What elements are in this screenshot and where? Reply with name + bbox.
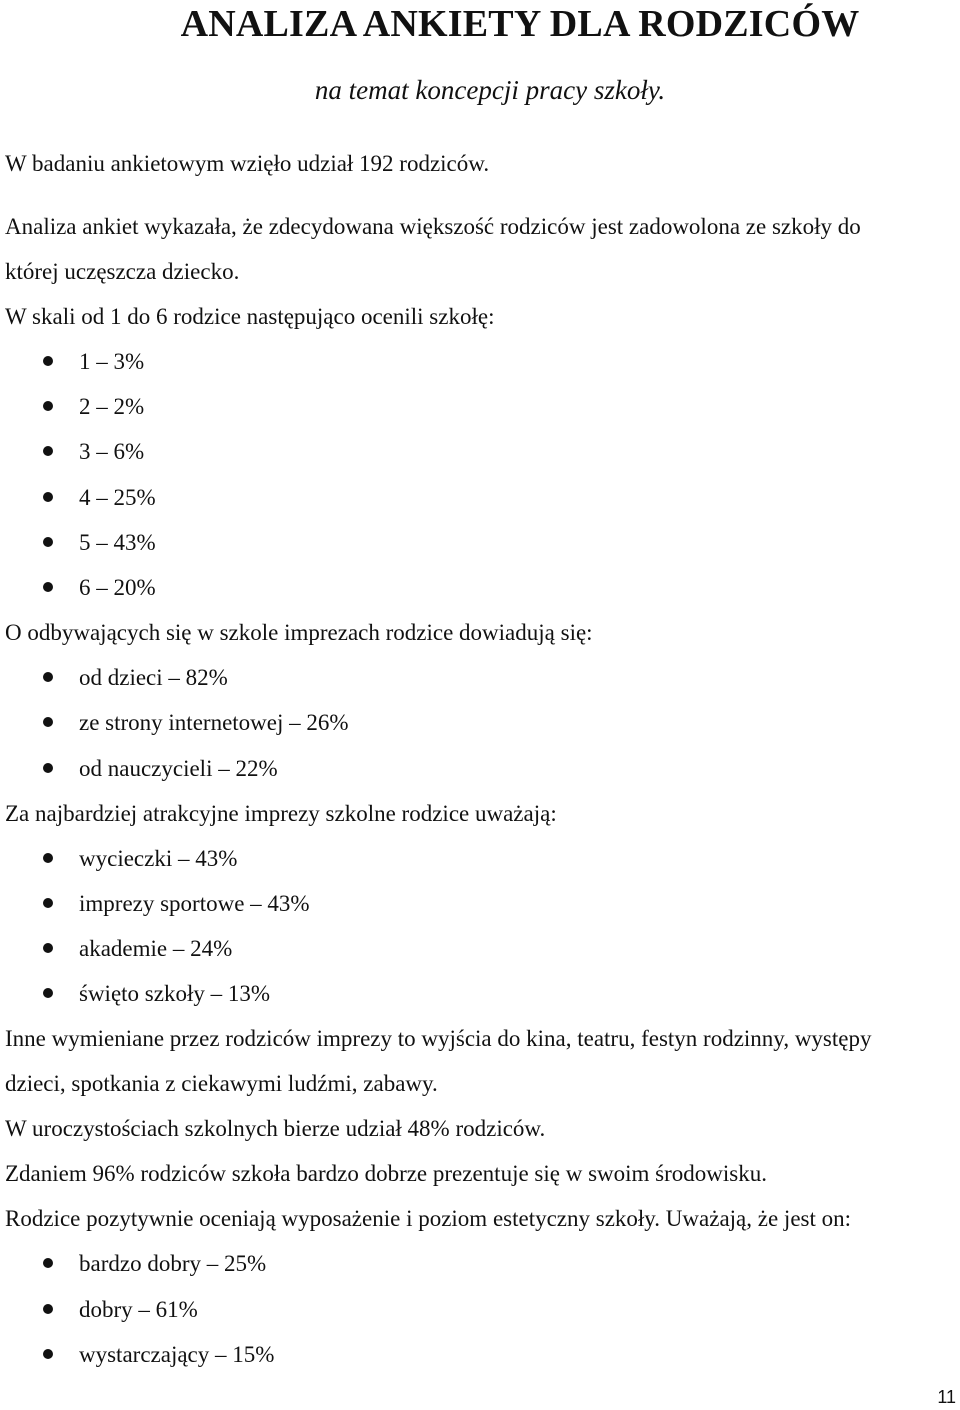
bullet-icon	[43, 898, 53, 908]
bullet-icon	[43, 853, 53, 863]
list-item	[5, 475, 955, 520]
bullet-icon	[43, 763, 53, 773]
list-item	[5, 339, 955, 384]
bullet-icon	[43, 446, 53, 456]
list-item-label: 5 – 43%	[79, 529, 156, 555]
attractive-events-list	[5, 836, 955, 1017]
attractive-events-heading: Za najbardziej atrakcyjne imprezy szkolne rodzice uważają:	[5, 800, 557, 826]
rating-list	[5, 339, 955, 610]
list-item-label: 4 – 25%	[79, 484, 156, 510]
list-item-label: 6 – 20%	[79, 574, 156, 600]
list-item-label: 1 – 3%	[79, 349, 145, 374]
bullet-icon	[43, 537, 53, 547]
list-item	[5, 1287, 955, 1332]
page-title: ANALIZA ANKIETY DLA RODZICÓW	[180, 3, 860, 45]
info-sources-list	[5, 655, 955, 791]
participation-paragraph: W uroczystościach szkolnych bierze udział 48% rodziców.	[5, 1116, 546, 1142]
presentation-paragraph: Zdaniem 96% rodziców szkoła bardzo dobrze prezentuje się w swoim środowisku.	[5, 1161, 767, 1187]
list-item	[5, 700, 955, 745]
list-item-label: akademie – 24%	[79, 936, 233, 962]
list-item	[5, 1241, 955, 1286]
bullet-icon	[43, 672, 53, 682]
list-item	[5, 836, 955, 881]
bullet-icon	[43, 1258, 53, 1268]
bullet-icon	[43, 988, 53, 998]
document-body	[5, 141, 955, 1377]
list-item-label: bardzo dobry – 25%	[79, 1251, 267, 1277]
list-item	[5, 881, 955, 926]
analysis-paragraph-line-2: której uczęszcza dziecko.	[5, 259, 240, 284]
list-item-label: ze strony internetowej – 26%	[79, 710, 349, 736]
list-item	[5, 429, 955, 474]
list-item	[5, 746, 955, 791]
list-item-label: wystarczający – 15%	[79, 1341, 275, 1367]
list-item-label: 2 – 2%	[79, 394, 145, 420]
list-item	[5, 971, 955, 1016]
list-item-label: imprezy sportowe – 43%	[79, 890, 310, 916]
list-item-label: od dzieci – 82%	[79, 665, 228, 691]
bullet-icon	[43, 492, 53, 502]
other-events-line-2: dzieci, spotkania z ciekawymi ludźmi, zabawy.	[5, 1071, 438, 1097]
list-item-label: dobry – 61%	[79, 1296, 198, 1322]
intro-paragraph: W badaniu ankietowym wzięło udział 192 rodziców.	[5, 151, 490, 176]
list-item	[5, 384, 955, 429]
bullet-icon	[43, 1349, 53, 1359]
bullet-icon	[43, 1304, 53, 1314]
equipment-list	[5, 1241, 955, 1377]
list-item-label: 3 – 6%	[79, 439, 145, 465]
list-item	[5, 520, 955, 565]
page-number: 11	[937, 1387, 956, 1407]
list-item-label: święto szkoły – 13%	[79, 981, 271, 1007]
list-item	[5, 1332, 955, 1377]
bullet-icon	[43, 401, 53, 411]
list-item	[5, 565, 955, 610]
list-item	[5, 655, 955, 700]
rating-heading: W skali od 1 do 6 rodzice następująco ocenili szkołę:	[5, 304, 495, 329]
other-events-line-1: Inne wymieniane przez rodziców imprezy to wyjścia do kina, teatru, festyn rodzinny, występy	[5, 1026, 872, 1052]
bullet-icon	[43, 582, 53, 592]
list-item-label: od nauczycieli – 22%	[79, 755, 278, 781]
bullet-icon	[43, 717, 53, 727]
bullet-icon	[43, 356, 53, 366]
analysis-paragraph-line-1: Analiza ankiet wykazała, że zdecydowana większość rodziców jest zadowolona ze szkoły do	[5, 214, 861, 239]
list-item	[5, 926, 955, 971]
bullet-icon	[43, 943, 53, 953]
info-sources-heading: O odbywających się w szkole imprezach rodzice dowiadują się:	[5, 620, 593, 646]
equipment-heading: Rodzice pozytywnie oceniają wyposażenie i poziom estetyczny szkoły. Uważają, że jest on:	[5, 1206, 852, 1232]
page-subtitle: na temat koncepcji pracy szkoły.	[314, 75, 666, 105]
list-item-label: wycieczki – 43%	[79, 845, 238, 871]
